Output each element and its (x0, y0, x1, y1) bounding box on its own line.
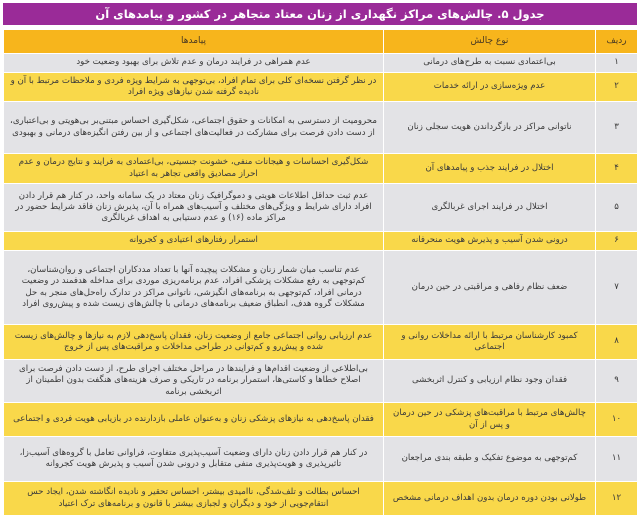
table-row (4, 251, 638, 325)
consequences-cell: در کنار هم قرار دادن زنان دارای وضعیت آسیب‌پذیری متفاوت، فراوانی تعامل با گروه‌های آسیب‌زا، تاثیرپذیری و هویت‌پذیری منفی متقابل و درونی شدن آسیب و پذیرش هویت کجروانه (4, 437, 384, 482)
challenges-table (3, 29, 638, 516)
row-number: ۸ (596, 325, 638, 360)
table-row (4, 360, 638, 403)
table-row (4, 54, 638, 73)
row-number: ۶ (596, 232, 638, 251)
consequences-cell: بی‌اطلاعی از وضعیت اقدام‌ها و فرایندها در مراحل مختلف اجرای طرح، از دست دادن فرصت برای اصلاح خطاها و کاستی‌ها، استمرار برنامه در تاریکی و صرف هزینه‌های هنگفت بدون اطمینان از اثربخشی برنامه (4, 360, 384, 403)
consequences-cell: محرومیت از دسترسی به امکانات و حقوق اجتماعی، شکل‌گیری احساس مبتنی‌بر بی‌هویتی و بی‌اعتباری، از دست دادن فرصت برای مشارکت در فعالیت‌های اجتماعی و از بین رفتن انگیزه‌های درمانی و بهبودی (4, 102, 384, 154)
challenge-cell: کمبود کارشناسان مرتبط با ارائه مداخلات روانی و اجتماعی (384, 325, 596, 360)
table-row (4, 102, 638, 154)
challenge-cell: طولانی بودن دوره درمان بدون اهداف درمانی مشخص (384, 482, 596, 516)
challenge-cell: چالش‌های مرتبط با مراقبت‌های پزشکی در حین درمان و پس از آن (384, 403, 596, 437)
consequences-cell: استمرار رفتارهای اعتیادی و کجروانه (4, 232, 384, 251)
table-title: جدول ۵. چالش‌های مراکز نگهداری از زنان معتاد متجاهر در کشور و پیامدهای آن (3, 3, 637, 25)
table-row (4, 154, 638, 184)
row-number: ۷ (596, 251, 638, 325)
table-header-row (4, 30, 638, 54)
consequences-cell: احساس بطالت و تلف‌شدگی، ناامیدی بیشتر، احساس تحقیر و نادیده انگاشته شدن، ایجاد حس انتقام‌جویی از خود و دیگران و لجبازی بیشتر با قانون و برنامه‌های ترک اعتیاد (4, 482, 384, 516)
challenge-cell: اختلال در فرایند اجرای غربالگری (384, 184, 596, 232)
header-challenge: نوع چالش (384, 30, 596, 54)
challenge-cell: فقدان وجود نظام ارزیابی و کنترل اثربخشی (384, 360, 596, 403)
challenge-cell: اختلال در فرایند جذب و پیامدهای آن (384, 154, 596, 184)
table-row (4, 482, 638, 516)
row-number: ۳ (596, 102, 638, 154)
row-number: ۹ (596, 360, 638, 403)
consequences-cell: عدم تناسب میان شمار زنان و مشکلات پیچیده آنها با تعداد مددکاران اجتماعی و روان‌شناسان، کم‌توجهی به رفع مشکلات پزشکی افراد، عدم برنامه‌ریزی موردی برای مداخله هدفمند در وضعیت درمانی افراد، کم‌توجهی به برنامه‌های انگیزشی، ناتوانی مراکز در تدارک راه‌حل‌های منجر به حل مشکلات گروه هدف، انطباق ضعیف برنامه‌های درمانی با چالش‌های زیست شده و پیش‌روی افراد (4, 251, 384, 325)
consequences-cell: عدم ارزیابی روانی اجتماعی جامع از وضعیت زنان، فقدان پاسخ‌دهی لازم به نیازها و چالش‌های زیست شده و پیش‌رو و کم‌توانی در طراحی مداخلات و مراقبت‌های پس از خروج (4, 325, 384, 360)
consequences-cell: عدم همراهی در فرایند درمان و عدم تلاش برای بهبود وضعیت خود (4, 54, 384, 73)
table-row (4, 73, 638, 102)
challenge-cell: ضعف نظام رفاهی و مراقبتی در حین درمان (384, 251, 596, 325)
row-number: ۴ (596, 154, 638, 184)
consequences-cell: فقدان پاسخ‌دهی به نیازهای پزشکی زنان و به‌عنوان عاملی بازدارنده در بازیابی هویت فردی و اجتماعی (4, 403, 384, 437)
challenge-cell: درونی شدن آسیب و پذیرش هویت منحرفانه (384, 232, 596, 251)
consequences-cell: عدم ثبت حداقل اطلاعات هویتی و دموگرافیک زنان معتاد در یک سامانه واحد، در کنار هم قرار دادن افراد دارای شرایط و ویژگی‌های مختلف و آسیب‌های همراه با آن، پذیرش زنان فاقد شرایط حضور در مراکز ماده (۱۶) و عدم دستیابی به اهداف غربالگری (4, 184, 384, 232)
row-number: ۱۲ (596, 482, 638, 516)
table-row (4, 437, 638, 482)
challenge-cell: عدم ویژه‌سازی در ارائه خدمات (384, 73, 596, 102)
consequences-cell: شکل‌گیری احساسات و هیجانات منفی، خشونت جنسیتی، بی‌اعتمادی به فرایند و نتایج درمان و عدم احراز مصادیق واقعی تجاهر به اعتیاد (4, 154, 384, 184)
challenge-cell: کم‌توجهی به موضوع تفکیک و طبقه بندی مراجعان (384, 437, 596, 482)
table-row (4, 403, 638, 437)
row-number: ۵ (596, 184, 638, 232)
table-row (4, 232, 638, 251)
header-row-number: ردیف (596, 30, 638, 54)
consequences-cell: در نظر گرفتن نسخه‌ای کلی برای تمام افراد، بی‌توجهی به شرایط ویژه فردی و ملاحظات مرتبط با آن و نادیده گرفته شدن نیازهای ویژه افراد (4, 73, 384, 102)
row-number: ۲ (596, 73, 638, 102)
table-row (4, 184, 638, 232)
challenge-cell: ناتوانی مراکز در بازگرداندن هویت سجلی زنان (384, 102, 596, 154)
challenge-cell: بی‌اعتمادی نسبت به طرح‌های درمانی (384, 54, 596, 73)
header-consequences: پیامدها (4, 30, 384, 54)
row-number: ۱۱ (596, 437, 638, 482)
row-number: ۱ (596, 54, 638, 73)
table-row (4, 325, 638, 360)
row-number: ۱۰ (596, 403, 638, 437)
